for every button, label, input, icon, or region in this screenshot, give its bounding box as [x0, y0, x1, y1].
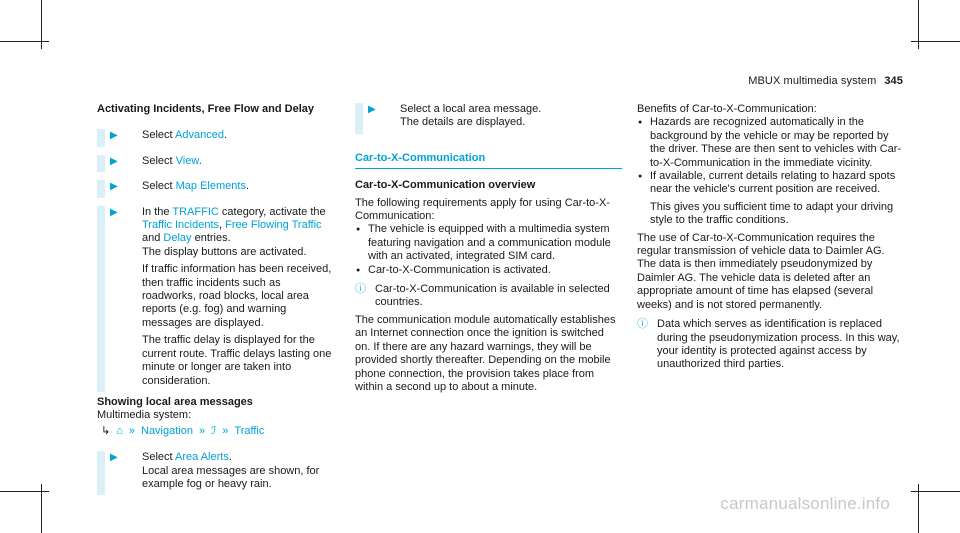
arrow-icon: ▶ [110, 452, 118, 464]
menu-path [97, 425, 332, 438]
result-text: The display buttons are activated. [142, 245, 307, 258]
step-select-view: ▶ Select View. [97, 155, 332, 168]
list-item: ● The vehicle is equipped with a multimedia system featuring navigation and a communication module with an activated, integrated SIM card. [355, 223, 622, 263]
body-text: The use of Car-to-X-Communication requires the regular transmission of vehicle data to Daimler AG. The data is then immediately pseudonymized by Daimler AG. The vehicle data is deleted after an appropriate amount of time has elapsed (several weeks) and is not stored permanently. [637, 231, 885, 311]
watermark: carmanualsonline.info [720, 494, 890, 513]
list-item: ● Car-to-X-Communication is activated. [355, 264, 622, 277]
crop-mark-br-h [911, 491, 960, 492]
crop-mark-bl-h [0, 491, 49, 492]
subheading-local-area: Showing local area messages [97, 395, 253, 408]
arrow-icon: ▶ [110, 130, 118, 142]
list-item: ● Hazards are recognized automatically in the background by the vehicle or may be reported by the driver. These are then sent to vehicles with Car-to-X-Communication in the immediate vicinity. [637, 116, 902, 170]
step-select-area-alerts: ▶ Select Area Alerts. Local area messages are shown, for example fog or heavy rain. [97, 451, 332, 491]
chevron-icon: » [198, 424, 206, 437]
header-title: MBUX multimedia system [748, 75, 877, 87]
route-icon[interactable]: ℐ [211, 424, 217, 437]
option-area-alerts[interactable]: Area Alerts [175, 451, 229, 464]
intro-text: The following requirements apply for using Car-to-X-Communication: [355, 196, 610, 223]
option-delay[interactable]: Delay [163, 232, 192, 245]
overview-heading: Car-to-X-Communication overview [355, 179, 536, 192]
note: ⓘ Car-to-X-Communication is available in selected countries. [355, 283, 610, 309]
step-bar [97, 129, 105, 146]
chevron-icon: » [128, 424, 135, 437]
step-bar [97, 451, 105, 495]
step-bar [355, 103, 363, 134]
option-free-flowing-traffic[interactable]: Free Flowing Traffic [225, 219, 322, 232]
step-bar [97, 155, 105, 172]
path-navigation[interactable]: Navigation [141, 424, 193, 437]
arrow-icon: ▶ [368, 104, 376, 115]
arrow-icon: ▶ [110, 181, 118, 193]
column-2 [355, 103, 622, 394]
menu-item-map-elements[interactable]: Map Elements [175, 180, 246, 193]
page-number: 345 [884, 75, 903, 87]
crop-mark-tr-h [911, 41, 960, 42]
info-icon: ⓘ [637, 318, 648, 331]
menu-item-view[interactable]: View [175, 154, 199, 167]
step-select-map-elements: ▶ Select Map Elements. [97, 180, 332, 193]
result-text: Local area messages are shown, for example fog or heavy rain. [142, 464, 320, 490]
home-icon[interactable]: ⌂ [116, 424, 123, 437]
path-arrow-icon: ↳ [101, 424, 111, 437]
column-3 [637, 103, 902, 372]
step-select-message: ▶ Select a local area message. The details are displayed. [355, 103, 622, 130]
step-bar [97, 206, 105, 392]
note: ⓘ Data which serves as identification is replaced during the pseudonymization process. In this way, your identity is protected against access by unauthorized third parties. [637, 318, 900, 371]
option-traffic-incidents[interactable]: Traffic Incidents [142, 219, 220, 232]
step-bar [97, 180, 105, 197]
menu-item-advanced[interactable]: Advanced [175, 129, 224, 142]
system-line: Multimedia system: [97, 409, 192, 422]
info-icon: ⓘ [355, 283, 366, 296]
path-traffic[interactable]: Traffic [234, 424, 265, 437]
page-header [748, 75, 903, 87]
body-text: The communication module automatically establishes an Internet connection once the ignition is switched on. If there are any hazard warnings, they will be provided shortly thereafter. Depending on the mobile phone connection, the provision takes place from within a second up to about a minute. [355, 313, 616, 393]
step-select-advanced: ▶ Select Advanced. [97, 129, 332, 142]
arrow-icon: ▶ [110, 206, 118, 218]
list-item: ● If available, current details relating to hazard spots near the vehicle's current position are received. This gives you sufficient time to adapt your driving style to the traffic conditions. [637, 170, 902, 228]
category-traffic[interactable]: TRAFFIC [172, 205, 219, 218]
crop-mark-tl-h [0, 41, 49, 42]
section-title: Car-to-X-Communication [355, 152, 622, 169]
section-heading: Activating Incidents, Free Flow and Delay [97, 103, 314, 115]
benefits-heading: Benefits of Car-to-X-Communication: [637, 103, 817, 115]
paragraph: The traffic delay is displayed for the current route. Traffic delays lasting one minute or longer are taken into consideration. [142, 334, 332, 387]
arrow-icon: ▶ [110, 155, 118, 167]
column-1 [97, 103, 332, 491]
chevron-icon: » [222, 424, 229, 437]
step-activate-traffic: ▶ In the TRAFFIC category, activate the Traffic Incidents, Free Flowing Traffic and Delay entries. The display buttons are activated. If traffic information has been received, then traffic incidents such as roadworks, road blocks, local area reports (e.g. fog) and warning messages are displayed. The traffic delay is displayed for the current route. Traffic delays lasting one minute or longer are taken into consideration. [97, 206, 332, 388]
paragraph: If traffic information has been received, then traffic incidents such as roadworks, road blocks, local area reports (e.g. fog) and warning messages are displayed. [142, 263, 332, 329]
